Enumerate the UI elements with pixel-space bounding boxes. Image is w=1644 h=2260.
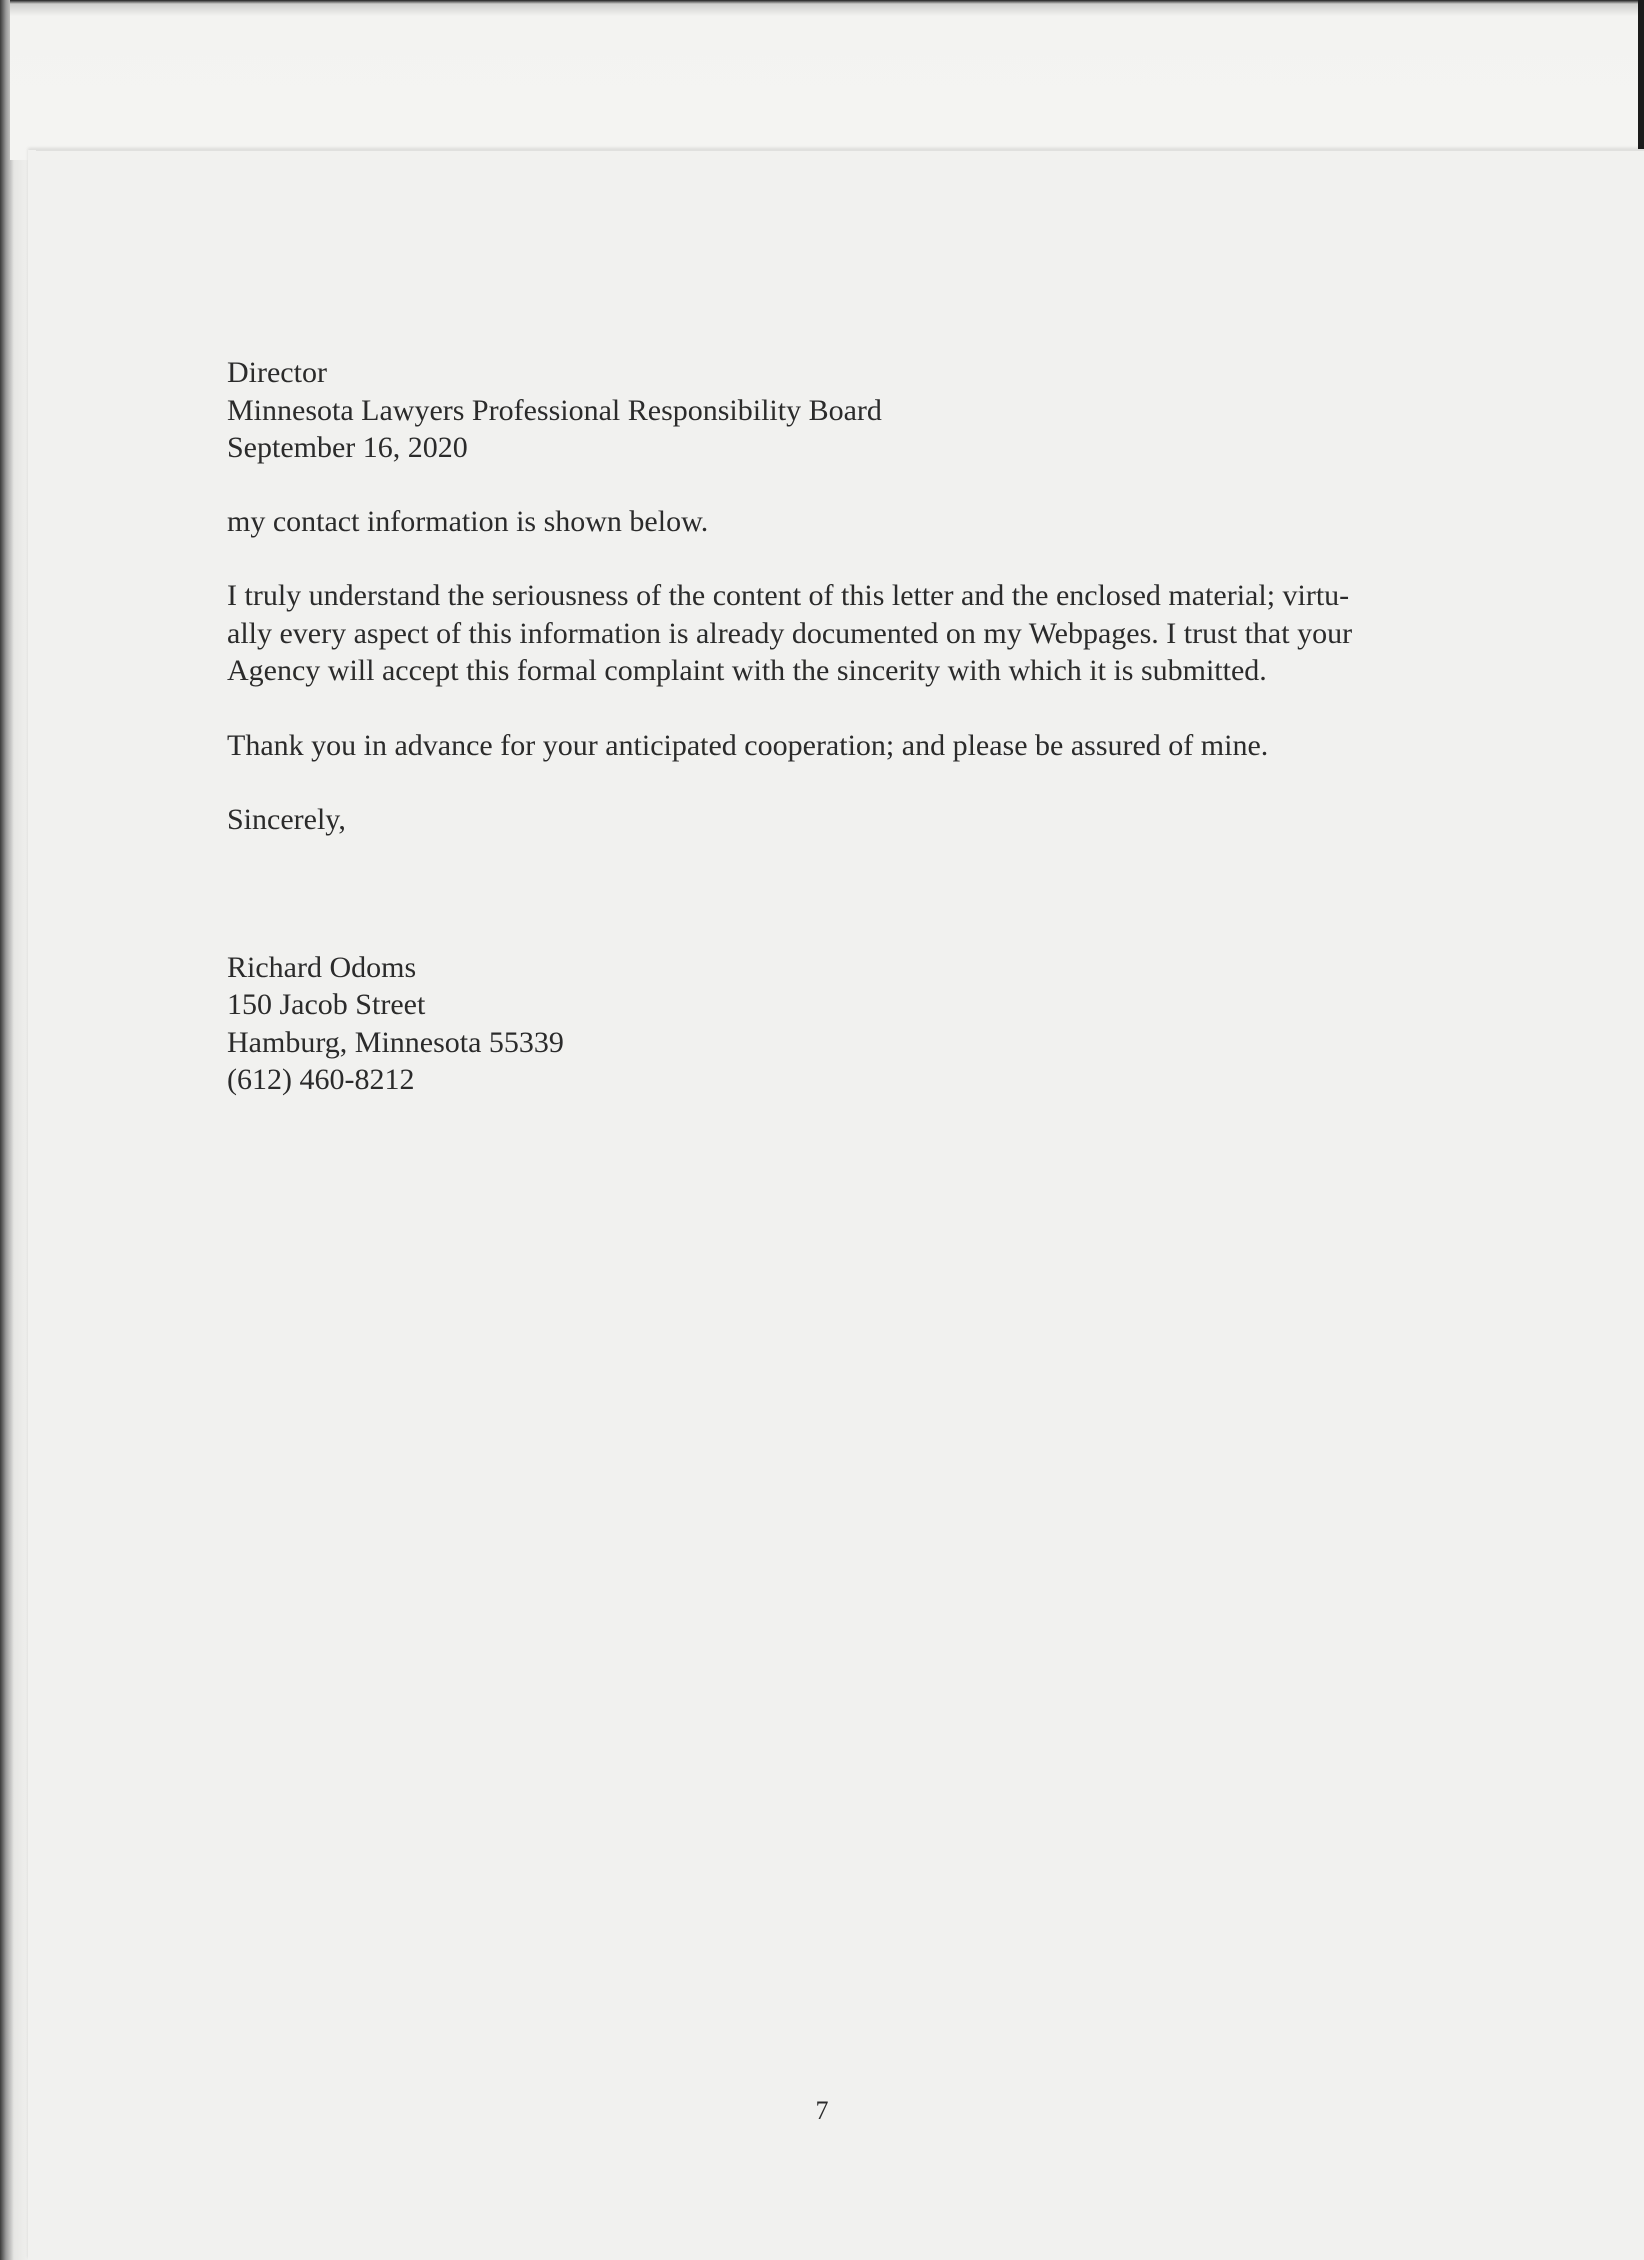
back-sheet-edge <box>10 0 1644 160</box>
letter-body <box>227 354 1457 1099</box>
contact-info-line: my contact information is shown below. <box>227 504 709 538</box>
signer-city-state-zip: Hamburg, Minnesota 55339 <box>227 1025 564 1059</box>
page-number: 7 <box>815 2096 829 2125</box>
paragraph-line: I truly understand the seriousness of the content of this letter and the enclosed material; virtu- <box>227 579 1350 612</box>
signer-name: Richard Odoms <box>227 950 417 984</box>
paragraph-line: Agency will accept this formal complaint with the sincerity with which it is submitted. <box>227 654 1267 687</box>
sheet-fold-line <box>36 149 1644 151</box>
closing-salutation: Sincerely, <box>227 803 346 836</box>
signature-block <box>227 949 1457 1099</box>
recipient-organization: Minnesota Lawyers Professional Responsibility Board <box>227 393 882 427</box>
recipient-title: Director <box>227 356 327 389</box>
signer-street: 150 Jacob Street <box>227 988 426 1021</box>
seriousness-paragraph <box>227 577 1457 690</box>
paragraph-line: ally every aspect of this information is already documented on my Webpages. I trust that your <box>227 616 1353 650</box>
letter-date: September 16, 2020 <box>227 431 468 464</box>
recipient-block <box>227 354 1457 467</box>
thanks-paragraph: Thank you in advance for your anticipated cooperation; and please be assured of mine. <box>227 728 1269 762</box>
signer-phone: (612) 460-8212 <box>227 1063 415 1096</box>
